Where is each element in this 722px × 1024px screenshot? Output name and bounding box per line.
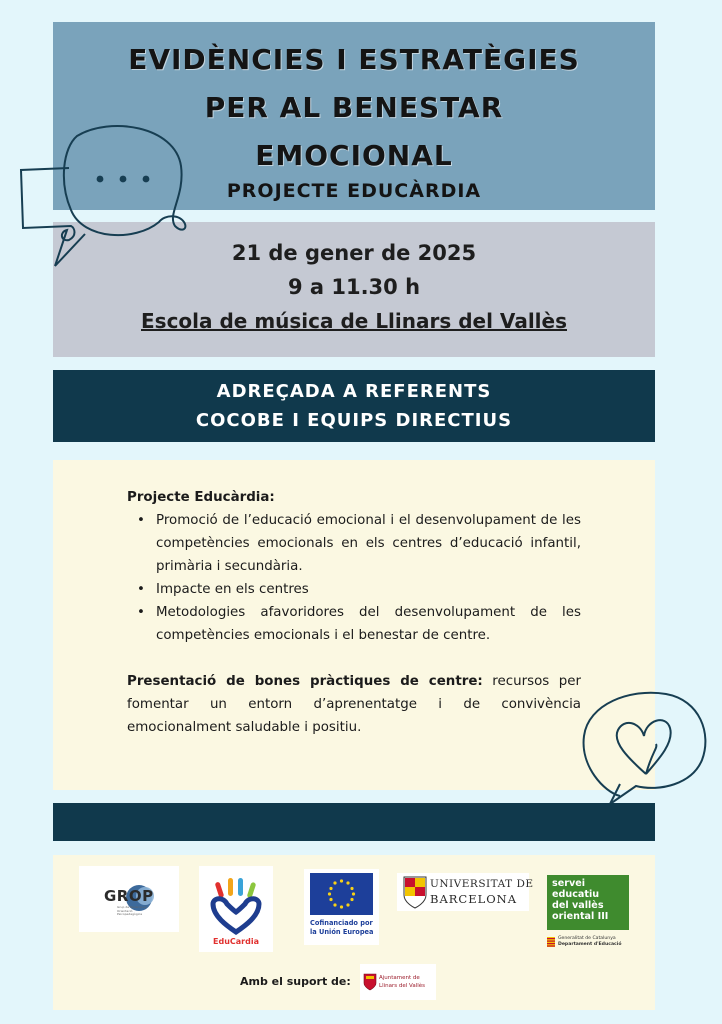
event-date: 21 de gener de 2025 — [231, 241, 477, 265]
content-panel — [53, 460, 655, 790]
speech-bubble-icon — [15, 118, 195, 273]
practices-label: Presentació de bones pràctiques de centre: — [127, 674, 483, 689]
grop-logo — [79, 866, 179, 932]
bullet-item: • Metodologies afavoridores del desenvolupament de les competències emocionals i el benestar de centre. — [127, 601, 581, 647]
main-title: EVIDÈNCIES I ESTRATÈGIES PER AL BENESTAR EMOCIONAL — [128, 43, 580, 172]
event-venue: Escola de música de Llinars del Vallès — [141, 309, 567, 333]
ajuntament-shield-icon — [363, 973, 377, 991]
servei-line-2: educatiu — [552, 889, 600, 900]
ub-line-1: UNIVERSITAT DE — [430, 878, 534, 890]
servei-educatiu-logo — [547, 875, 629, 930]
servei-line-1: servei — [552, 878, 585, 889]
ub-shield-icon — [402, 875, 428, 909]
ub-logo — [397, 873, 534, 911]
grop-caption: Grup de Recerca en Orientació Psicopedagògica — [117, 906, 147, 916]
generalitat-line-1: Generalitat de Catalunya — [558, 936, 616, 941]
bullet-item: • Impacte en els centres — [127, 578, 581, 601]
audience-line-2: COCOBE I EQUIPS DIRECTIUS — [195, 410, 513, 431]
logos-panel — [53, 855, 655, 1010]
audience-banner — [53, 370, 655, 442]
heart-bubble-icon — [574, 688, 714, 808]
senyera-icon — [547, 937, 555, 947]
eu-caption: Cofinanciado por la Unión Europea — [310, 919, 374, 936]
practices-paragraph — [127, 670, 581, 739]
ajuntament-line-2: Llinars del Vallès — [379, 983, 426, 989]
eu-logo — [304, 869, 379, 945]
content-text — [127, 486, 581, 739]
ajuntament-logo — [360, 964, 436, 1000]
educardia-wordmark: EduCardia — [213, 937, 259, 946]
eu-flag-icon — [304, 869, 379, 917]
project-heading: Projecte Educàrdia: — [127, 490, 275, 505]
ajuntament-line-1: Ajuntament de — [379, 975, 420, 981]
educardia-logo — [199, 866, 273, 952]
generalitat-line-2: Departament d'Educació — [558, 942, 622, 947]
audience-line-1: ADREÇADA A REFERENTS — [216, 381, 492, 402]
project-subtitle: PROJECTE EDUCÀRDIA — [226, 180, 482, 202]
project-bullets — [127, 509, 581, 647]
footer-bar — [53, 803, 655, 841]
practices-text: recursos per fomentar un entorn d’aprenentatge i de convivència emocionalment saludable i positiu. — [127, 674, 581, 735]
grop-wordmark: GROP — [104, 887, 154, 905]
servei-line-4: oriental III — [552, 911, 609, 922]
servei-line-3: del vallès — [552, 900, 604, 911]
ub-line-2: BARCELONA — [430, 892, 518, 906]
bullet-item: • Promoció de l’educació emocional i el desenvolupament de les competències emocionals en els centres d’educació infantil, primària i secundària. — [127, 509, 581, 578]
event-time: 9 a 11.30 h — [287, 275, 421, 299]
generalitat-logo — [547, 935, 631, 951]
support-label: Amb el suport de: — [240, 975, 351, 988]
